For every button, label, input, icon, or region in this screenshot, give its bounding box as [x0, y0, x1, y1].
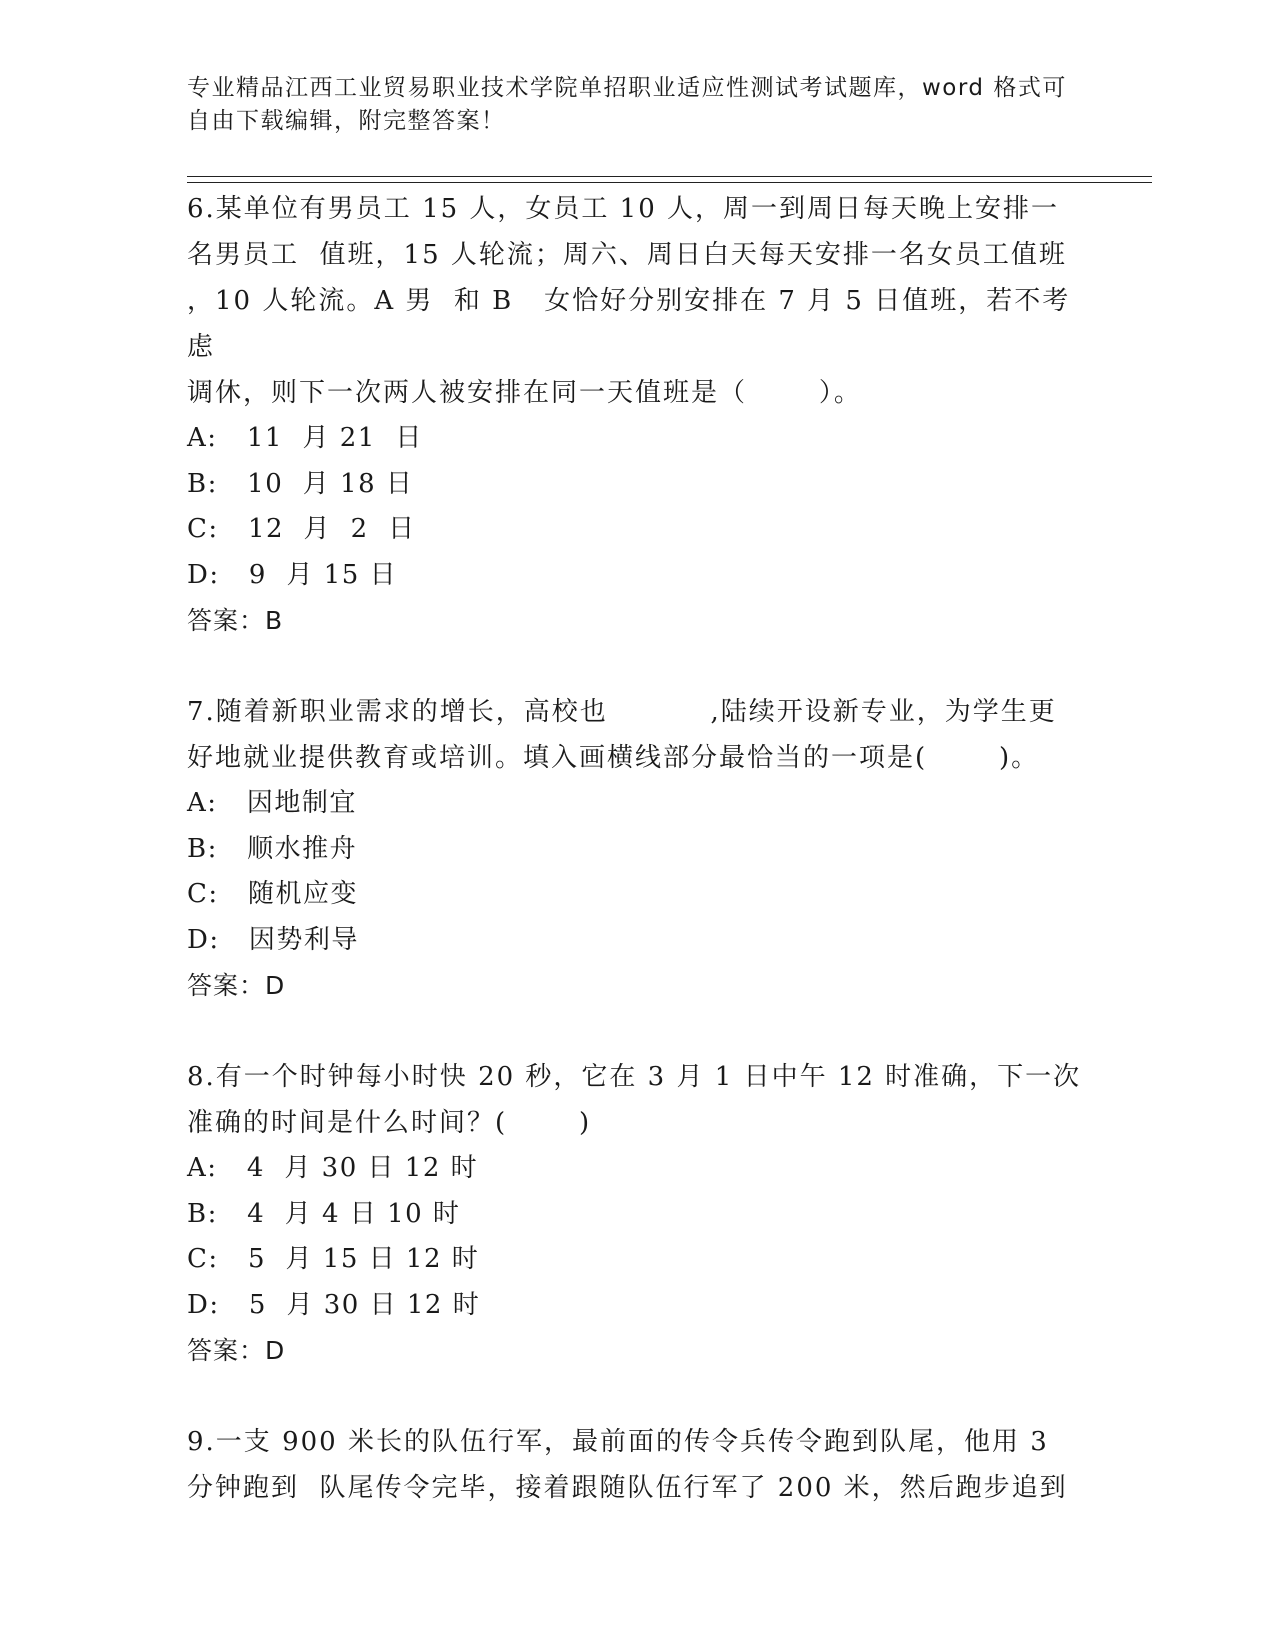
option-b: B: 10 月 18 日 — [187, 468, 414, 499]
question-stem-line: 名男员工 值班，15 人轮流；周六、周日白天每天安排一名女员工值班 — [187, 240, 1067, 270]
option-d: D: 9 月 15 日 — [187, 559, 398, 590]
header-line-1: 专业精品江西工业贸易职业技术学院单招职业适应性测试考试题库，word 格式可 — [187, 75, 1067, 101]
header-line-2: 自由下载编辑，附完整答案！ — [187, 108, 506, 134]
option-b: B: 顺水推舟 — [187, 833, 358, 864]
option-a: A: 4 月 30 日 12 时 — [187, 1153, 479, 1183]
option-a: A: 因地制宜 — [187, 788, 357, 818]
question-stem-line: 调休，则下一次两人被安排在同一天值班是（ ）。 — [187, 378, 862, 408]
answer-line: 答案：B — [187, 606, 284, 635]
question-stem-line: 9.一支 900 米长的队伍行军，最前面的传令兵传令跑到队尾，他用 3 — [187, 1427, 1049, 1457]
question-stem-line: 分钟跑到 队尾传令完毕，接着跟随队伍行军了 200 米，然后跑步追到 — [187, 1473, 1068, 1503]
question-stem-line: 好地就业提供教育或培训。填入画横线部分最恰当的一项是( )。 — [187, 743, 1040, 773]
question-stem-line: 6.某单位有男员工 15 人，女员工 10 人，周一到周日每天晚上安排一 — [187, 194, 1060, 224]
answer-line: 答案：D — [187, 971, 286, 1000]
option-c: C: 随机应变 — [187, 879, 358, 909]
question-8 — [187, 1054, 1087, 1374]
question-stem-line: 8.有一个时钟每小时快 20 秒，它在 3 月 1 日中午 12 时准确，下一次 — [187, 1062, 1082, 1092]
question-stem-line: 7.随着新职业需求的增长，高校也 ,陆续开设新专业，为学生更 — [187, 697, 1057, 727]
option-a: A: 11 月 21 日 — [187, 423, 423, 453]
answer-line: 答案：D — [187, 1336, 286, 1365]
question-stem-line: ，10 人轮流。A 男 和 B 女恰好分别安排在 7 月 5 日值班，若不考虑 — [187, 286, 1071, 362]
document-header — [187, 72, 1067, 138]
header-divider-bottom — [187, 182, 1152, 183]
question-list — [187, 186, 1087, 1556]
header-divider-top — [187, 176, 1152, 177]
question-stem-line: 准确的时间是什么时间？( ) — [187, 1108, 592, 1138]
question-7 — [187, 689, 1087, 1009]
option-d: D: 5 月 30 日 12 时 — [187, 1289, 481, 1320]
option-c: C: 12 月 2 日 — [187, 514, 416, 544]
option-d: D: 因势利导 — [187, 924, 359, 955]
question-9 — [187, 1419, 1087, 1511]
option-b: B: 4 月 4 日 10 时 — [187, 1198, 461, 1229]
question-6 — [187, 186, 1087, 644]
option-c: C: 5 月 15 日 12 时 — [187, 1244, 480, 1274]
